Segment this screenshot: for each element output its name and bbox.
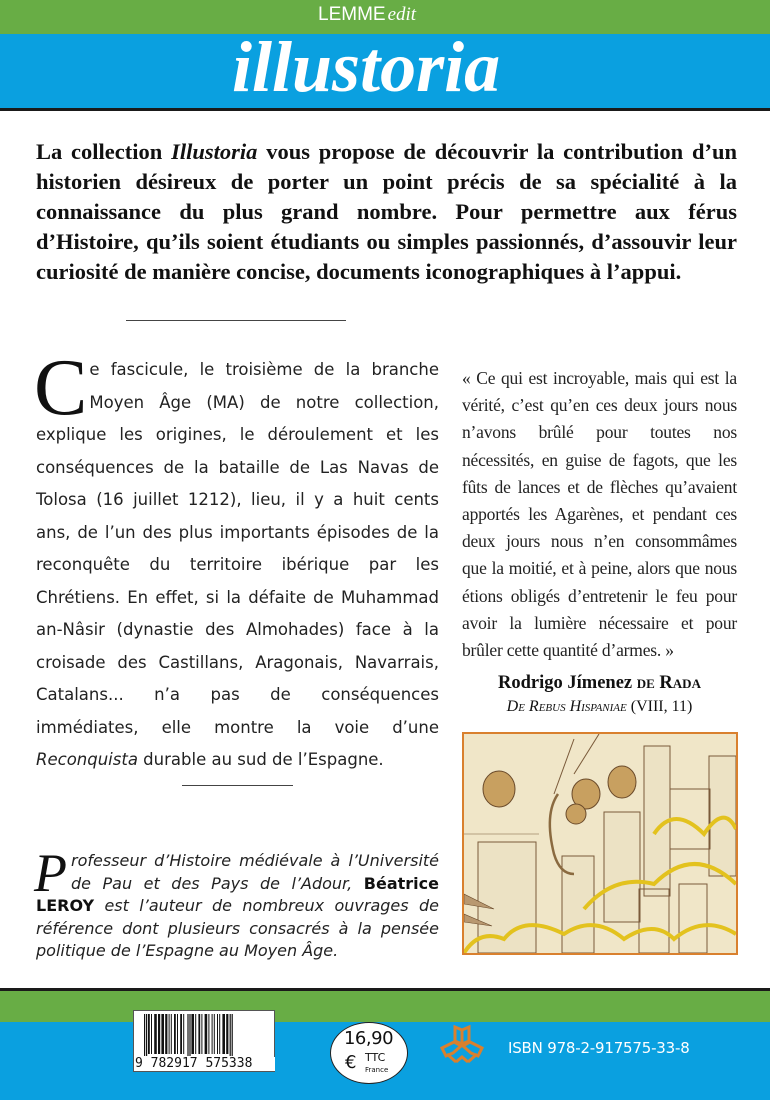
- publisher-suffix: edit: [387, 4, 417, 25]
- barcode-bar: [226, 1014, 228, 1054]
- intro-text-1: La collection: [36, 139, 172, 164]
- summary-italic: Reconquista: [36, 750, 138, 769]
- isbn-number: ISBN 978-2-917575-33-8: [508, 1039, 690, 1057]
- intro-collection-name: Illustoria: [171, 139, 258, 164]
- barcode-bar: [195, 1014, 196, 1054]
- manuscript-illustration: [462, 732, 738, 955]
- barcode-bar: [217, 1014, 218, 1054]
- barcode-bar: [230, 1014, 231, 1056]
- author-name: Béatrice LEROY: [36, 873, 439, 915]
- quote-work-title: De Rebus Hispaniae: [506, 698, 627, 715]
- publisher-name: [318, 4, 416, 26]
- barcode-bar: [177, 1014, 178, 1054]
- barcode-bar: [205, 1014, 208, 1054]
- header-rule: [0, 108, 770, 111]
- barcode-bar: [165, 1014, 167, 1054]
- quote-author-name: Rodrigo Jímenez: [498, 673, 633, 693]
- barcode-bar: [232, 1014, 233, 1056]
- barcode-bar: [171, 1014, 172, 1054]
- quote-author-particle: de Rada: [636, 673, 701, 693]
- barcode-bar: [151, 1014, 152, 1054]
- barcode-bar: [187, 1014, 188, 1056]
- collection-title: illustoria: [232, 27, 501, 107]
- barcode-bar: [201, 1014, 202, 1054]
- barcode-bar: [154, 1014, 157, 1054]
- price-amount: 16,90: [343, 1028, 394, 1049]
- author-bio: [34, 843, 439, 963]
- barcode-bar: [219, 1014, 220, 1054]
- divider-top: [126, 320, 346, 321]
- publisher-prefix: LEMME: [318, 4, 386, 25]
- divider-middle: [182, 785, 293, 786]
- barcode-bar: [222, 1014, 225, 1054]
- barcode-bar: [161, 1014, 164, 1054]
- summary-text: e fascicule, le troisième de la branche Moyen Âge (MA) de notre collection, explique les origines, le déroulement et les conséquences de la bataille de Las Navas de Tolosa (16 juillet 1212), lieu, il y a huit cents ans, de l’un des plus importants épisodes de la reconquête du territoire ibérique par les Chrétiens. En effet, si la défaite de Muhammad an-Nâsir (dynastie des Almohades) face à la croisade des Castillans, Aragonais, Navarrais, Catalans... n’a pas de conséquences immédiates, elle montre la voie d’une: [36, 360, 439, 737]
- book-summary: [34, 344, 439, 777]
- isbn-barcode: [133, 1010, 275, 1072]
- barcode-bar: [174, 1014, 176, 1054]
- intro-text-2: vous propose de découvrir la contribution d’un historien désireux de porter un point précis de sa spécialité à la connaissance du plus grand nombre. Pour permettre aux férus d’Histoire, qu’ils soient étudiants ou simples passionnés, d’assouvir leur curiosité de manière concise, documents iconographiques à l’appui.: [36, 139, 737, 284]
- bio-text-2: est l’auteur de nombreux ouvrages de référence dont plusieurs consacrés à la pensée politique de l’Espagne au Moyen Âge.: [36, 896, 439, 960]
- summary-text-end: durable au sud de l’Espagne.: [137, 750, 384, 769]
- publisher-books-logo-icon: [438, 1024, 486, 1066]
- quote-work-ref: (VIII, 11): [630, 698, 693, 715]
- barcode-bar: [183, 1014, 184, 1054]
- barcode-bars: [134, 1011, 274, 1057]
- collection-intro: [36, 137, 737, 287]
- summary-dropcap: C: [34, 344, 88, 432]
- barcode-bar: [158, 1014, 160, 1054]
- barcode-bar: [144, 1014, 145, 1056]
- barcode-bar: [212, 1014, 213, 1054]
- barcode-bar: [169, 1014, 170, 1054]
- historical-quote: « Ce qui est incroyable, mais qui est la vérité, c’est qu’en ces deux jours nous n’avons brûlé pour toutes nos nécessités, en guise de fagots, que les fûts de lances et de flèches qu’avaient apportés les Agarènes, et pendant ces deux jours nous n’en consommâmes que la moitié, et à peine, alors que nous étions obligés d’entretenir le feu pour avoir la lumière nécessaire et pour brûler cette quantité d’armes. »: [462, 368, 737, 661]
- price-country: France: [365, 1066, 389, 1074]
- barcode-bar: [148, 1014, 150, 1054]
- price-currency: €: [345, 1052, 357, 1073]
- price-tax-label: TTC: [365, 1051, 386, 1064]
- barcode-bar: [189, 1014, 190, 1056]
- barcode-bar: [208, 1014, 209, 1054]
- quote-author: [462, 672, 737, 694]
- barcode-digits: 9 782917 575338: [135, 1057, 275, 1071]
- barcode-bar: [198, 1014, 200, 1054]
- price-badge: [330, 1022, 408, 1084]
- bio-dropcap: P: [34, 843, 67, 903]
- siege-scene-image: [464, 734, 736, 953]
- barcode-bar: [214, 1014, 215, 1054]
- footer-green-band: [0, 991, 770, 1022]
- quote-source: [462, 697, 737, 717]
- bio-text-1: rofesseur d’Histoire médiévale à l’Université de Pau et des Pays de l’Adour,: [71, 851, 439, 893]
- barcode-bar: [191, 1014, 194, 1054]
- barcode-bar: [146, 1014, 147, 1056]
- barcode-bar: [180, 1014, 182, 1054]
